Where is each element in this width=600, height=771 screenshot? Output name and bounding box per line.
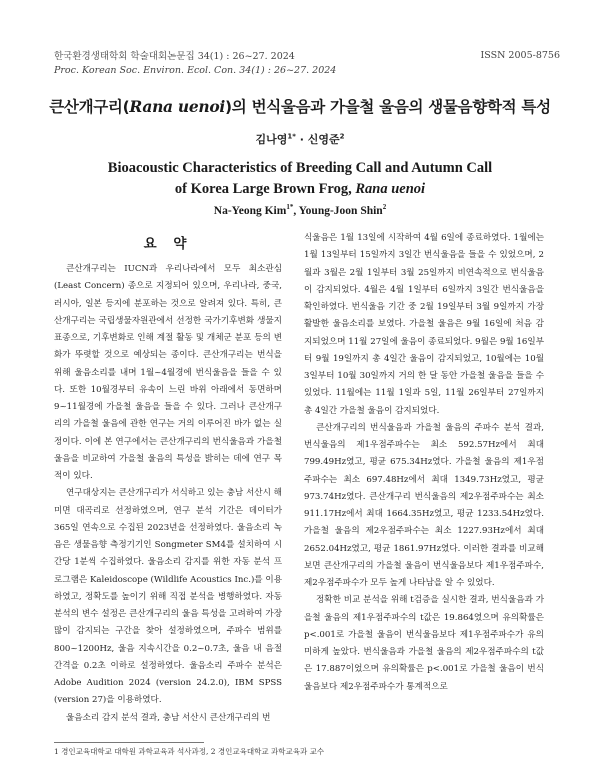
title-korean [0, 95, 600, 117]
paragraph: 정확한 비교 분석을 위해 t검증을 실시한 결과, 번식울음과 가을철 울음의 제1우점주파수의 t값은 19.864였으며 유의확률은 p<.001로 가을철 울음이 번식울음보다 제1우점주파수가 유의미하게 높았다. 번식울음과 가을철 울음의 제2우점주파수의 t값은 17.887이었으며 유의확률은 p<.001로 가을철 울음이 번식울음보다 제2우점주파수가 통계적으로 [304, 595, 544, 692]
species-name-en: Rana uenoi [355, 181, 426, 197]
right-column [304, 230, 544, 696]
author-1-ko-affil: 1* [287, 132, 296, 141]
author-1-ko: 김나영 [255, 133, 288, 146]
paragraph: 연구대상지는 큰산개구리가 서식하고 있는 충남 서산시 해미면 대곡리로 선정하였으며, 연구 분석 기간은 데이터가 365일 연속으로 수집된 2023년을 선정하였다. 울음소리 녹음은 생물음향 측정기기인 Songmeter SM4를 설치하여 시간당 1분씩 수집하였다. 울음소리 감지를 위한 자동 분석 프로그램은 Kaleidoscope (Wildlife Acoustics Inc.)를 이용하였고, 정확도를 높이기 위해 직접 분석을 병행하였다. 자동 분석의 변수 설정은 큰산개구리의 울음 특성을 고려하여 가장 많이 감지되는 구간을 찾아 설정하였으며, 주파수 범위를 800~1200Hz, 울음 지속시간을 0.2~0.7초, 울음 내 음절 간격을 0.2초 이하로 설정하였다. 울음소리 주파수 분석은 Adobe Audition 2024 (version 24.2.0), IBM SPSS (version 27)을 이용하였다. [54, 488, 282, 706]
journal-name-en: Proc. Korean Soc. Environ. Ecol. Con. 34(1) : 26~27. 2024 [54, 65, 337, 76]
paragraph: 큰산개구리는 IUCN과 우리나라에서 모두 최소관심(Least Concern) 종으로 지정되어 있으며, 우리나라, 중국, 러시아, 일본 등지에 분포하는 것으로 알려져 있다. 특히, 큰산개구리는 국립생물자원관에서 선정한 국가기후변화 생물지표종으로, 기후변화로 인해 계절 활동 및 개체군 분포 등의 변화가 뚜렷할 것으로 예상되는 종이다. 큰산개구리는 번식을 위해 울음소리를 내며 1월~4월경에 번식울음을 들을 수 있다. 또한 10월경부터 유속이 느린 바위 아래에서 동면하며 9~11월경에 가을철 울음을 들을 수 있다. 그러나 큰산개구리의 가을철 울음에 관한 연구는 거의 이루어진 바가 없는 실정이다. 이에 본 연구에서는 큰산개구리의 번식울음과 가을철 울음을 비교하여 가을철 울음의 특성을 밝히는 데에 연구 목적이 있다. [54, 264, 282, 481]
paragraph: 울음소리 감지 분석 결과, 충남 서산시 큰산개구리의 번 [66, 712, 271, 723]
issn: ISSN 2005-8756 [480, 50, 560, 61]
author-1-en-affil: 1* [286, 203, 294, 212]
paragraph: 큰산개구리의 번식울음과 가을철 울음의 주파수 분석 결과, 번식울음의 제1우점주파수는 최소 592.57Hz에서 최대 799.49Hz였고, 평균 675.34Hz였다. 가을철 울음의 제1우점주파수는 최소 697.48Hz에서 최대 1349.73Hz였고, 평균 973.74Hz였다. 큰산개구리 번식울음의 제2우점주파수는 최소 911.17Hz에서 최대 1664.35Hz였고, 평균 1233.54Hz였다. 가을철 울음의 제2우점주파수는 최소 1227.93Hz에서 최대 2652.04Hz였고, 평균 1861.97Hz였다. 이러한 결과를 비교해 보면 큰산개구리의 가을철 울음이 번식울음보다 제1우점주파수, 제2우점주파수가 모두 높게 나타남을 알 수 있었다. [304, 422, 544, 588]
title-english [0, 158, 600, 200]
author-sep-en: , [293, 205, 299, 217]
footnote: 1 경인교육대학교 대학원 과학교육과 석사과정, 2 경인교육대학교 과학교육과 교수 [54, 747, 325, 756]
author-2-en-affil: 2 [382, 203, 387, 212]
author-2-ko-affil: 2 [339, 132, 345, 141]
author-2-en: Young-Joon Shin [298, 205, 383, 217]
title-en-line1: Bioacoustic Characteristics of Breeding Call and Autumn Call [107, 160, 493, 176]
title-en-line2 [0, 179, 600, 200]
footnote-divider [54, 742, 204, 743]
journal-header [54, 50, 336, 78]
author-2-ko: 신영준 [307, 133, 340, 146]
species-name: Rana uenoi [129, 97, 226, 116]
author-1-en: Na-Yeong Kim [213, 205, 287, 217]
authors-korean [0, 131, 600, 147]
title-ko-pre: 큰산개구리( [49, 98, 130, 116]
journal-name-ko: 한국환경생태학회 학술대회논문집 34(1) : 26~27. 2024 [54, 51, 295, 62]
paragraph: 식울음은 1월 13일에 시작하여 4월 6일에 종료하였다. 1월에는 1월 13일부터 15일까지 3일간 번식울음을 들을 수 있었으며, 2월과 3월은 2월 1일부터 3월 25일까지 비연속적으로 번식울음이 감지되었다. 4월은 4월 1일부터 6일까지 3일간 번식울음을 확인하였다. 번식울음 기간 중 2월 19일부터 3월 9일까지 가장 활발한 울음소리를 보였다. 가을철 울음은 9월 16일에 처음 감지되었으며 11월 27일에 울음이 종료되었다. 9월은 9월 16일부터 9월 19일까지 총 4일간 울음이 감지되었고, 10월에는 10월 3일부터 10월 30일까지 거의 한 달 동안 가을철 울음을 들을 수 있었다. 11월에는 11월 1일과 5일, 11월 26일부터 27일까지 총 4일간 가을철 울음이 감지되었다. [304, 233, 544, 416]
author-sep-ko: · [295, 133, 308, 146]
left-column [54, 261, 282, 727]
abstract-heading: 요 약 [143, 236, 193, 252]
title-en-line2-pre: of Korea Large Brown Frog, [174, 181, 356, 197]
authors-english [0, 205, 600, 217]
title-ko-post: )의 번식울음과 가을철 울음의 생물음향학적 특성 [225, 98, 551, 116]
